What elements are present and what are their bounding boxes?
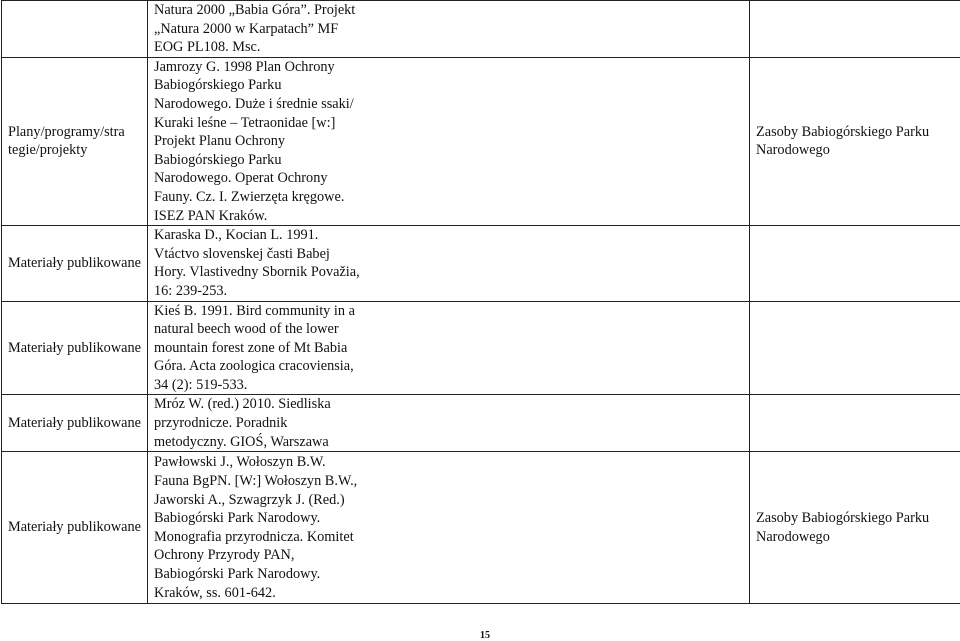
reference-cell (148, 452, 750, 604)
category-cell: Plany/programy/stra tegie/projekty (2, 57, 148, 225)
category-cell: Materiały publikowane (2, 301, 148, 395)
resource-cell (750, 301, 960, 395)
reference-text (154, 395, 743, 451)
table-body (2, 1, 960, 604)
reference-line: Góra. Acta zoologica cracoviensia, (154, 357, 743, 376)
reference-cell (148, 301, 750, 395)
table-row (2, 301, 960, 395)
reference-line: Vtáctvo slovenskej časti Babej (154, 245, 743, 264)
reference-line: Kuraki leśne – Tetraonidae [w:] (154, 114, 743, 133)
reference-line: Babiogórskiego Parku (154, 151, 743, 170)
resource-cell (750, 226, 960, 301)
table-row (2, 57, 960, 225)
reference-text (154, 58, 743, 225)
reference-text (154, 1, 743, 57)
resource-cell (750, 1, 960, 58)
reference-line: Narodowego. Duże i średnie ssaki/ (154, 95, 743, 114)
resource-cell: Zasoby Babiogórskiego Parku Narodowego (750, 57, 960, 225)
resource-cell (750, 395, 960, 452)
reference-line: Monografia przyrodnicza. Komitet (154, 528, 743, 547)
category-cell: Materiały publikowane (2, 452, 148, 604)
reference-line: 16: 239-253. (154, 282, 743, 301)
reference-line: Jaworski A., Szwagrzyk J. (Red.) (154, 491, 743, 510)
reference-line: natural beech wood of the lower (154, 320, 743, 339)
reference-line: Babiogórski Park Narodowy. (154, 565, 743, 584)
reference-text (154, 226, 743, 300)
reference-line: Mróz W. (red.) 2010. Siedliska (154, 395, 743, 414)
reference-cell (148, 57, 750, 225)
reference-line: Babiogórskiego Parku (154, 76, 743, 95)
table-row (2, 395, 960, 452)
reference-line: Hory. Vlastivedny Sbornik Považia, (154, 263, 743, 282)
category-cell (2, 1, 148, 58)
reference-text (154, 302, 743, 395)
reference-line: przyrodnicze. Poradnik (154, 414, 743, 433)
reference-line: Projekt Planu Ochrony (154, 132, 743, 151)
reference-cell (148, 226, 750, 301)
reference-line: EOG PL108. Msc. (154, 38, 743, 57)
page-number: 15 (0, 630, 960, 641)
reference-line: Natura 2000 „Babia Góra”. Projekt (154, 1, 743, 20)
reference-line: ISEZ PAN Kraków. (154, 207, 743, 226)
document-table (1, 0, 960, 604)
reference-cell (148, 1, 750, 58)
reference-line: Kieś B. 1991. Bird community in a (154, 302, 743, 321)
table-row (2, 452, 960, 604)
reference-line: Jamrozy G. 1998 Plan Ochrony (154, 58, 743, 77)
reference-line: Narodowego. Operat Ochrony (154, 169, 743, 188)
reference-line: Fauna BgPN. [W:] Wołoszyn B.W., (154, 472, 743, 491)
category-cell: Materiały publikowane (2, 226, 148, 301)
reference-line: „Natura 2000 w Karpatach” MF (154, 20, 743, 39)
reference-line: Pawłowski J., Wołoszyn B.W. (154, 453, 743, 472)
reference-line: 34 (2): 519-533. (154, 376, 743, 395)
table-row (2, 226, 960, 301)
reference-line: mountain forest zone of Mt Babia (154, 339, 743, 358)
reference-line: Fauny. Cz. I. Zwierzęta kręgowe. (154, 188, 743, 207)
resource-cell: Zasoby Babiogórskiego Parku Narodowego (750, 452, 960, 604)
category-cell: Materiały publikowane (2, 395, 148, 452)
reference-line: Kraków, ss. 601-642. (154, 584, 743, 603)
reference-line: Karaska D., Kocian L. 1991. (154, 226, 743, 245)
reference-line: Babiogórski Park Narodowy. (154, 509, 743, 528)
reference-line: metodyczny. GIOŚ, Warszawa (154, 433, 743, 452)
reference-cell (148, 395, 750, 452)
reference-text (154, 453, 743, 602)
reference-line: Ochrony Przyrody PAN, (154, 546, 743, 565)
table-row (2, 1, 960, 58)
